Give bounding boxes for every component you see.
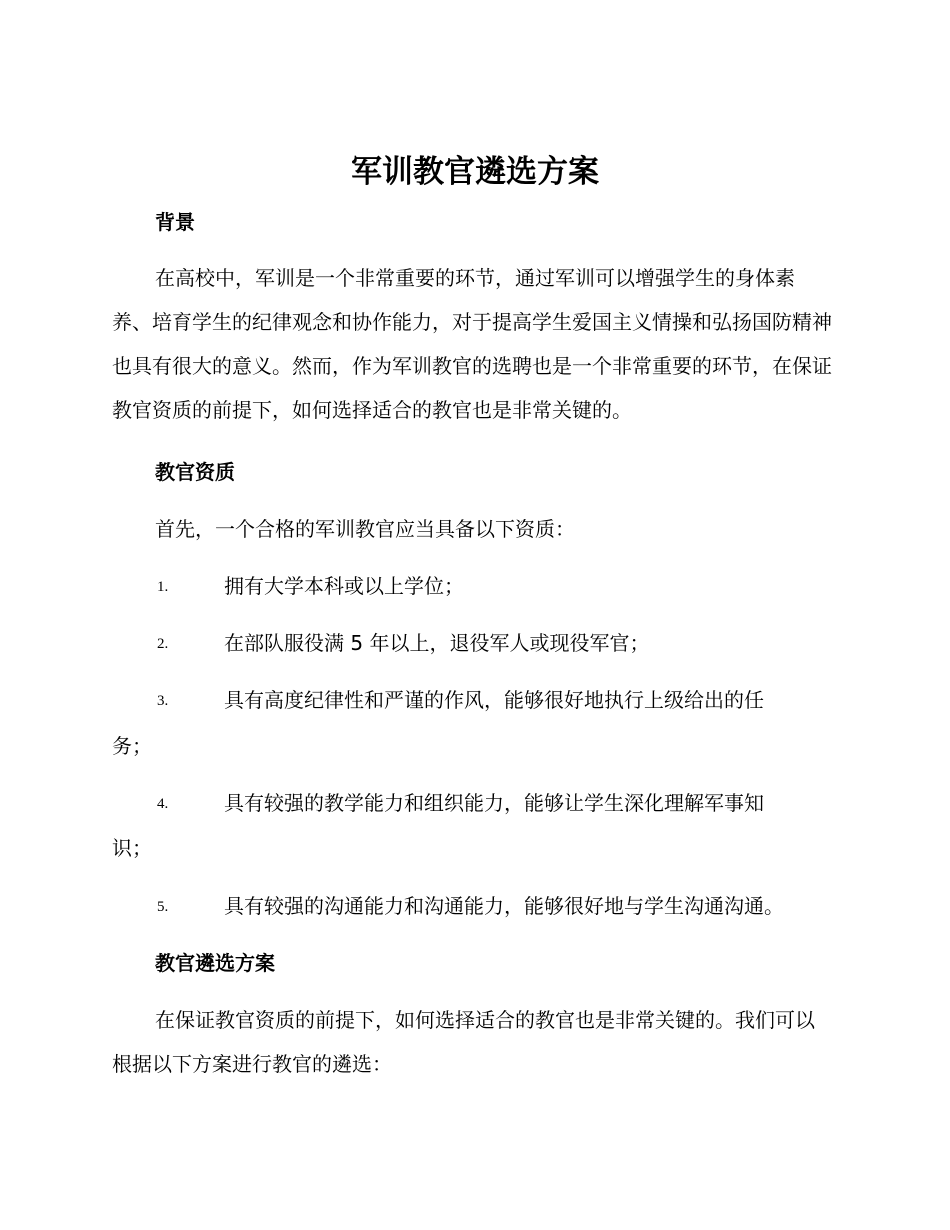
document-title: 军训教官遴选方案 — [351, 154, 599, 190]
section-heading-qualification: 教官资质 — [155, 460, 235, 484]
list-item-number: 2. — [157, 636, 169, 652]
list-item-continuation: 识； — [112, 836, 152, 860]
list-item-number: 1. — [157, 579, 169, 595]
qualification-intro: 首先，一个合格的军训教官应当具备以下资质： — [155, 517, 575, 541]
list-item-number: 5. — [157, 899, 169, 915]
list-item-number: 3. — [157, 693, 169, 709]
list-item-continuation: 务； — [112, 734, 152, 758]
list-item-text: 具有较强的沟通能力和沟通能力，能够很好地与学生沟通沟通。 — [224, 894, 784, 918]
selection-paragraph: 在保证教官资质的前提下，如何选择适合的教官也是非常关键的。我们可以根据以下方案进行教官的遴选： — [112, 1008, 815, 1076]
list-item-number: 4. — [157, 796, 169, 812]
list-item-text: 在部队服役满 5 年以上，退役军人或现役军官； — [224, 631, 650, 655]
background-paragraph: 在高校中，军训是一个非常重要的环节，通过军训可以增强学生的身体素养、培育学生的纪律观念和协作能力，对于提高学生爱国主义情操和弘扬国防精神也具有很大的意义。然而，作为军训教官的选聘也是一个非常重要的环节，在保证教官资质的前提下，如何选择适合的教官也是非常关键的。 — [112, 266, 832, 422]
section-heading-selection: 教官遴选方案 — [155, 951, 275, 975]
list-item-text: 拥有大学本科或以上学位； — [224, 574, 464, 598]
list-item-text: 具有高度纪律性和严谨的作风，能够很好地执行上级给出的任 — [224, 688, 764, 712]
section-heading-background: 背景 — [155, 210, 195, 234]
list-item-text: 具有较强的教学能力和组织能力，能够让学生深化理解军事知 — [224, 791, 764, 815]
